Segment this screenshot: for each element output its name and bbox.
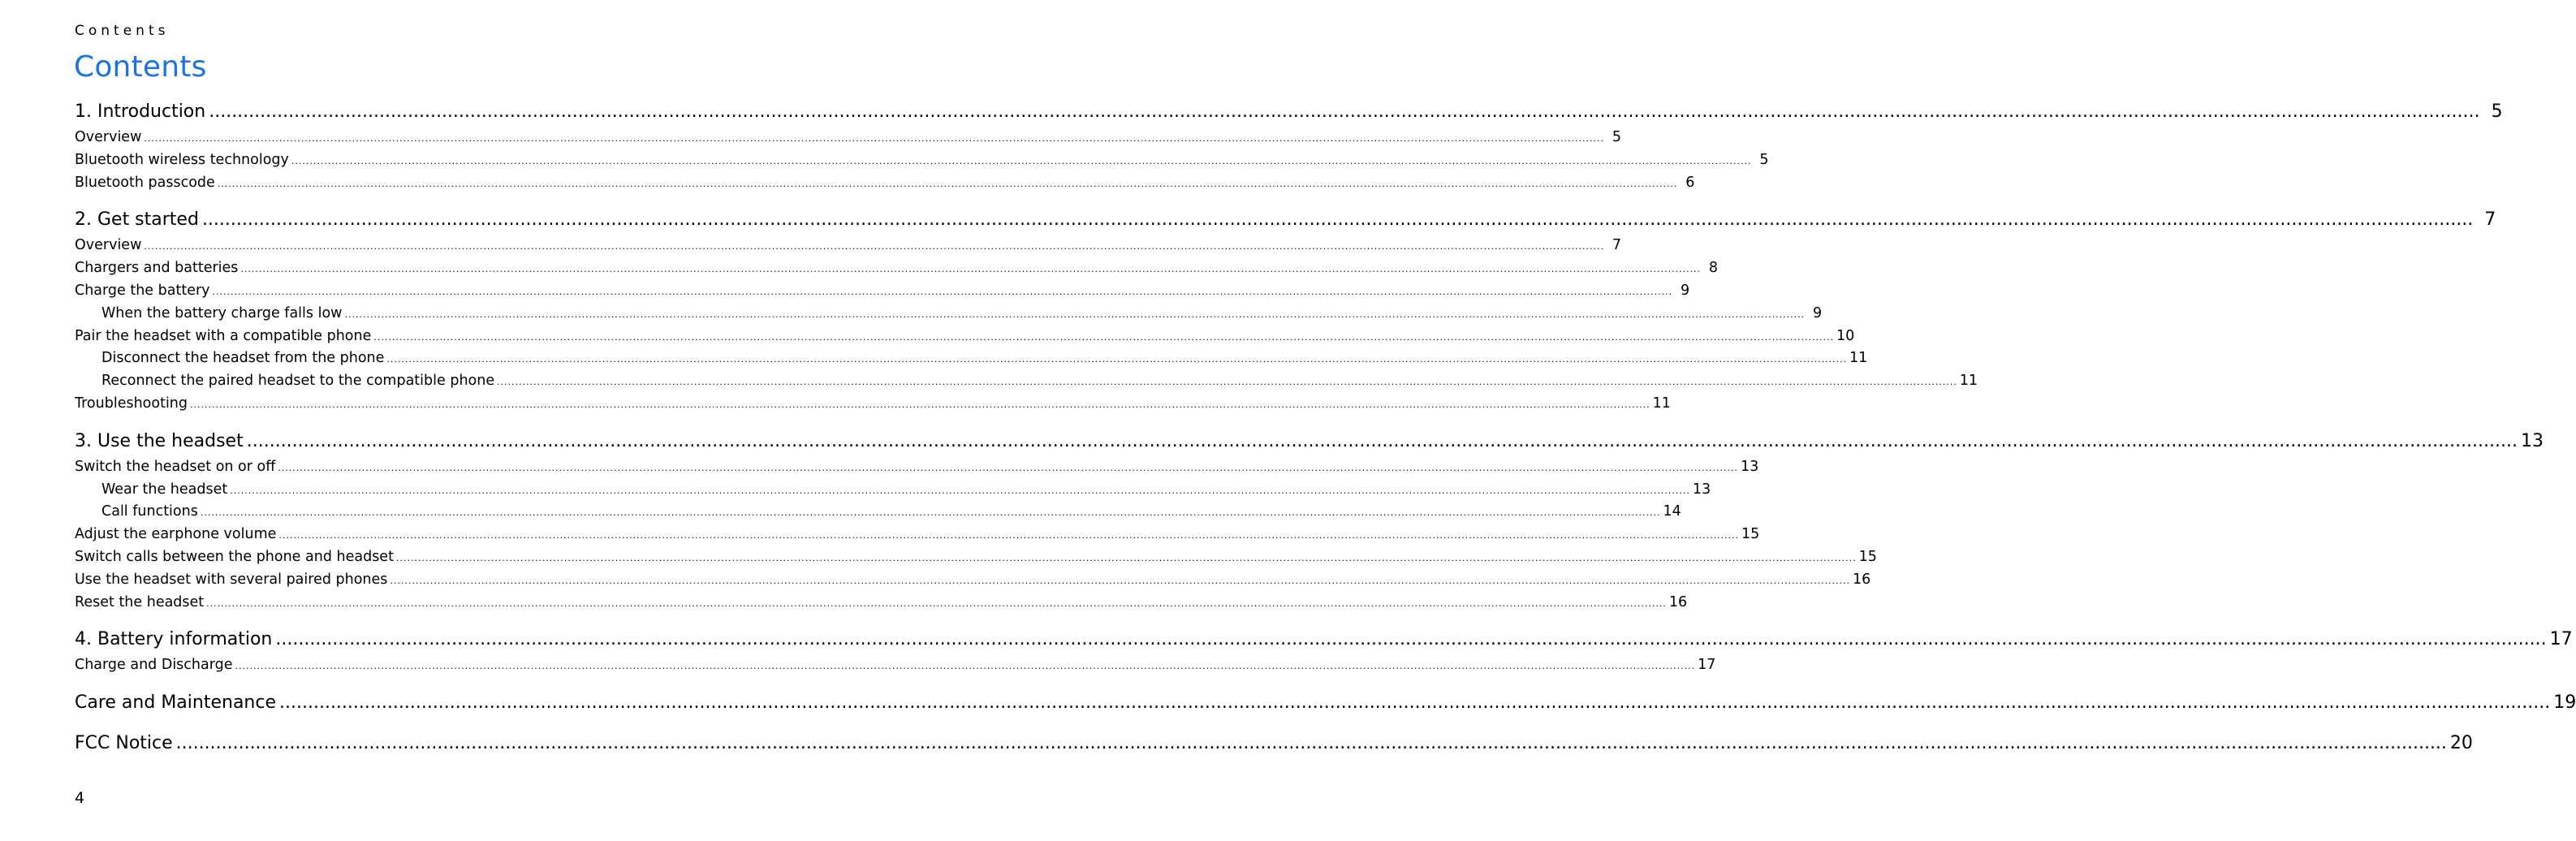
dot-leader: ................................................................................................................................................................................................................................................................................................................................................................................................................: [497, 377, 1957, 388]
toc-entry-page: 20: [2449, 733, 2473, 754]
dot-leader: ................................................................................................................................................................................................................................................................................................................................................................................................................: [235, 661, 1696, 672]
toc-entry-page: 11: [1652, 395, 1671, 412]
toc-entry-label: Use the headset with several paired phones: [75, 571, 388, 588]
dot-leader: ................................................................................................................................................................................................................................................................................................................................................................................................................: [344, 308, 1806, 320]
toc-entry-page: 5: [2491, 101, 2503, 122]
toc-entry-label: Bluetooth wireless technology: [75, 151, 289, 168]
toc-entry-label: 2. Get started: [75, 209, 199, 231]
toc-entry-label: Bluetooth passcode: [75, 174, 215, 191]
dot-leader: ................................................................................................................................................................................................................................................................................................................................................................................................................: [217, 178, 1678, 189]
dot-leader: ................................................................................................................................................................................................................................................................................................................................................................................................................: [144, 133, 1605, 144]
toc-entry-label: Charge and Discharge: [75, 657, 233, 674]
toc-entry-page: 8: [1708, 260, 1719, 277]
toc-entry-page: 11: [1959, 373, 1978, 390]
toc-entry-page: 6: [1685, 174, 1695, 191]
toc-entry[interactable]: [75, 370, 1978, 393]
toc-entry-page: 7: [1612, 237, 1622, 254]
toc-entry[interactable]: [75, 149, 1769, 172]
toc-entry[interactable]: [75, 546, 1877, 569]
dot-leader: ................................................................................................................................................................................................................................................................................................................................................................................................................: [190, 399, 1650, 410]
toc-entry-label: Pair the headset with a compatible phone: [75, 327, 372, 344]
toc-entry-page: 19: [2553, 692, 2576, 714]
dot-leader: ................................................................................................................................................................................................................................................................................................................................................................................................................: [291, 155, 1752, 166]
dot-leader: ................................................................................................................................................................................................................................................................................................................................................................................................................: [201, 209, 2474, 231]
toc-entry-page: 13: [1740, 458, 1759, 475]
toc-entry-label: Overview: [75, 237, 142, 254]
toc-entry[interactable]: [75, 479, 1711, 502]
toc-entry-page: 14: [1663, 503, 1681, 520]
toc-section: [75, 688, 2576, 718]
dot-leader: ................................................................................................................................................................................................................................................................................................................................................................................................................: [200, 507, 1661, 519]
toc-entry[interactable]: [75, 456, 1759, 479]
toc-entry-label: Overview: [75, 129, 142, 145]
toc-chapter[interactable]: [75, 427, 2544, 456]
toc-section: [75, 729, 2473, 758]
toc-entry-label: 4. Battery information: [75, 629, 273, 650]
toc-entry-label: Call functions: [101, 503, 198, 520]
dot-leader: ................................................................................................................................................................................................................................................................................................................................................................................................................: [275, 629, 2547, 650]
dot-leader: ................................................................................................................................................................................................................................................................................................................................................................................................................: [240, 264, 1702, 275]
page-title: Contents: [74, 50, 207, 84]
dot-leader: ................................................................................................................................................................................................................................................................................................................................................................................................................: [212, 286, 1673, 297]
toc-entry-label: Chargers and batteries: [75, 260, 239, 277]
dot-leader: ................................................................................................................................................................................................................................................................................................................................................................................................................: [230, 485, 1690, 496]
table-of-contents: [75, 97, 2576, 770]
toc-entry[interactable]: [75, 127, 1622, 149]
toc-entry-label: When the battery charge falls low: [101, 304, 343, 321]
toc-entry-label: Charge the battery: [75, 282, 210, 299]
toc-entry-page: 16: [1668, 593, 1688, 610]
dot-leader: ................................................................................................................................................................................................................................................................................................................................................................................................................: [395, 552, 1857, 563]
toc-entry-label: Care and Maintenance: [75, 692, 276, 714]
toc-entry-label: Reset the headset: [75, 593, 205, 610]
toc-entry[interactable]: [75, 257, 1719, 280]
toc-entry[interactable]: [75, 303, 1823, 326]
toc-chapter[interactable]: [75, 688, 2576, 718]
toc-entry-label: Troubleshooting: [75, 395, 188, 412]
toc-section: [75, 205, 2496, 415]
toc-chapter[interactable]: [75, 97, 2503, 127]
dot-leader: ................................................................................................................................................................................................................................................................................................................................................................................................................: [278, 530, 1740, 541]
toc-entry-page: 15: [1858, 548, 1877, 565]
toc-entry-page: 11: [1849, 350, 1868, 367]
page-number: 4: [75, 789, 85, 807]
toc-entry-page: 17: [1698, 657, 1716, 674]
dot-leader: ................................................................................................................................................................................................................................................................................................................................................................................................................: [386, 354, 1848, 365]
toc-entry[interactable]: [75, 592, 1688, 615]
toc-chapter[interactable]: [75, 205, 2496, 235]
toc-entry[interactable]: [75, 654, 1716, 677]
toc-section: [75, 427, 2544, 615]
toc-entry-label: Wear the headset: [101, 481, 228, 498]
toc-entry-label: Switch the headset on or off: [75, 458, 276, 475]
dot-leader: ................................................................................................................................................................................................................................................................................................................................................................................................................: [144, 241, 1605, 252]
toc-entry[interactable]: [75, 569, 1871, 592]
dot-leader: ................................................................................................................................................................................................................................................................................................................................................................................................................: [175, 733, 2447, 754]
dot-leader: ................................................................................................................................................................................................................................................................................................................................................................................................................: [278, 462, 1738, 473]
toc-entry[interactable]: [75, 326, 1855, 348]
toc-entry-page: 13: [2521, 430, 2544, 451]
toc-entry-page: 17: [2549, 629, 2573, 650]
dot-leader: ................................................................................................................................................................................................................................................................................................................................................................................................................: [279, 692, 2551, 714]
toc-entry-page: 7: [2484, 209, 2496, 231]
toc-entry-page: 13: [1692, 481, 1711, 498]
toc-entry[interactable]: [75, 172, 1695, 195]
toc-chapter[interactable]: [75, 625, 2573, 654]
toc-entry-page: 9: [1681, 282, 1690, 299]
toc-entry-page: 10: [1836, 327, 1855, 344]
toc-entry-label: 3. Use the headset: [75, 430, 244, 451]
toc-entry[interactable]: [75, 347, 1868, 370]
dot-leader: ................................................................................................................................................................................................................................................................................................................................................................................................................: [206, 597, 1667, 609]
toc-entry-page: 9: [1812, 304, 1823, 321]
toc-entry[interactable]: [75, 235, 1622, 257]
toc-entry-page: 5: [1759, 151, 1769, 168]
toc-section: [75, 97, 2503, 194]
dot-leader: ................................................................................................................................................................................................................................................................................................................................................................................................................: [246, 430, 2518, 451]
toc-chapter[interactable]: [75, 729, 2473, 758]
toc-entry-page: 5: [1612, 129, 1622, 145]
toc-entry[interactable]: [75, 393, 1671, 416]
dot-leader: ................................................................................................................................................................................................................................................................................................................................................................................................................: [373, 331, 1835, 343]
toc-entry-label: FCC Notice: [75, 733, 173, 754]
toc-entry-label: 1. Introduction: [75, 101, 206, 122]
dot-leader: ................................................................................................................................................................................................................................................................................................................................................................................................................: [209, 101, 2480, 122]
toc-section: [75, 625, 2573, 677]
toc-entry-label: Switch calls between the phone and headset: [75, 548, 394, 565]
toc-entry-page: 15: [1741, 526, 1760, 543]
dot-leader: ................................................................................................................................................................................................................................................................................................................................................................................................................: [390, 575, 1851, 586]
toc-entry[interactable]: [75, 280, 1690, 303]
toc-entry[interactable]: [75, 501, 1681, 524]
toc-entry-page: 16: [1853, 571, 1871, 588]
toc-entry-label: Disconnect the headset from the phone: [101, 350, 385, 367]
toc-entry-label: Reconnect the paired headset to the compatible phone: [101, 373, 495, 390]
toc-entry[interactable]: [75, 524, 1760, 546]
toc-entry-label: Adjust the earphone volume: [75, 526, 277, 543]
running-header: Contents: [75, 23, 170, 39]
